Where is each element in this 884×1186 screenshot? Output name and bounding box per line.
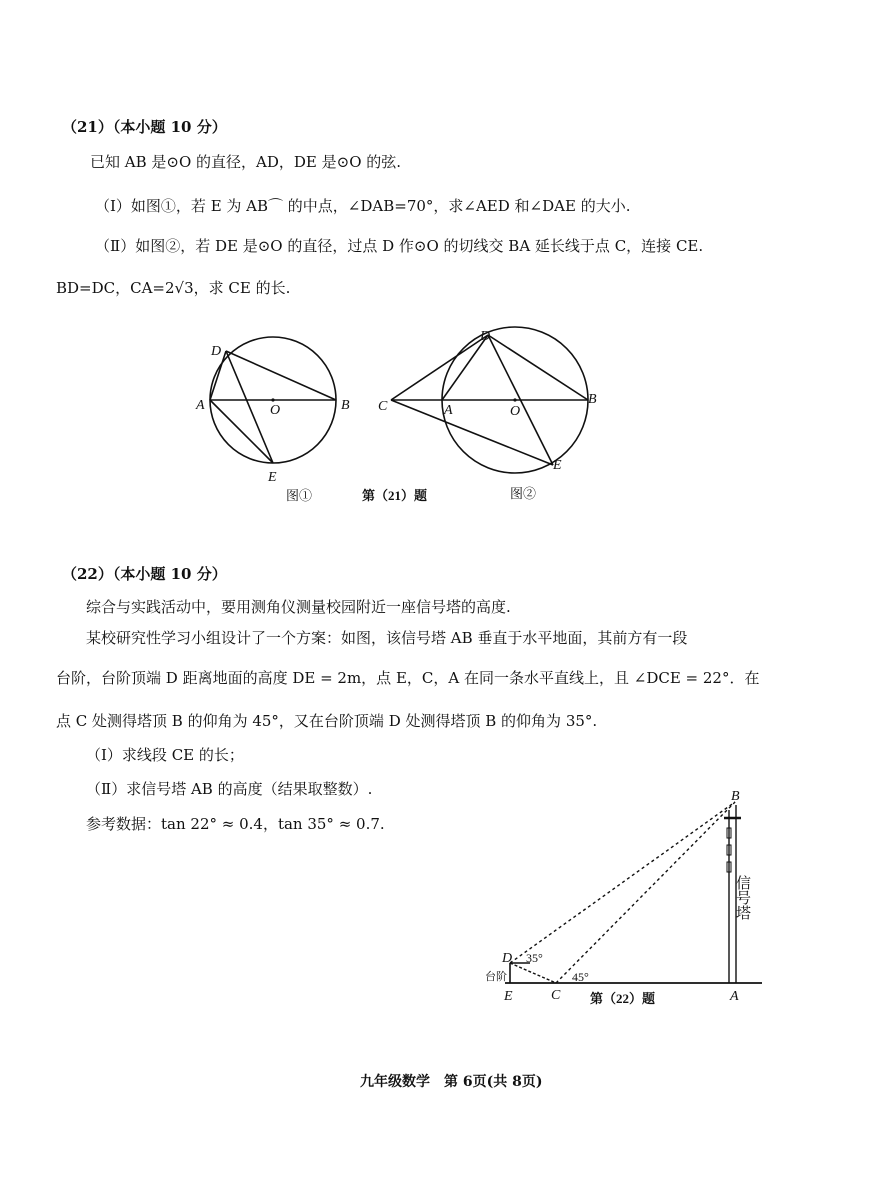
q22-header: （22）（本小题 10 分）	[62, 565, 227, 583]
label-o: O	[270, 403, 281, 418]
label-a: A	[196, 398, 205, 413]
label-c22: C	[551, 988, 561, 1003]
angle-d-label: 35°	[526, 951, 543, 965]
line-db	[488, 335, 588, 400]
q21-caption: 第（21）题	[362, 488, 428, 503]
figure-21-2	[391, 327, 588, 473]
label-a22: A	[730, 989, 739, 1004]
q22-part2: （Ⅱ）求信号塔 AB 的高度（结果取整数）.	[86, 780, 373, 798]
label-b2: B	[588, 392, 597, 407]
line-dc	[510, 963, 556, 983]
q21-part2: （Ⅱ）如图②，若 DE 是⊙O 的直径，过点 D 作⊙O 的切线交 BA 延长线于点 C，连接 CE.	[95, 237, 704, 255]
label-c2: C	[378, 399, 388, 414]
q21-part2-cont: BD=DC，CA=2√3，求 CE 的长.	[56, 279, 291, 297]
line-ce	[391, 400, 553, 465]
page-footer: 九年级数学 第 6页(共 8页)	[360, 1074, 543, 1090]
angle-c-label: 45°	[572, 970, 589, 984]
label-d2: D	[480, 329, 491, 344]
label-a2: A	[444, 403, 453, 418]
label-b: B	[341, 398, 350, 413]
q22-line3: 台阶，台阶顶端 D 距离地面的高度 DE = 2m，点 E，C，A 在同一条水平直线上，且 ∠DCE = 22°．在	[56, 669, 760, 687]
step-label: 台阶	[485, 971, 507, 983]
q22-reference: 参考数据：tan 22° ≈ 0.4，tan 35° ≈ 0.7.	[86, 815, 385, 833]
line-cd	[391, 335, 488, 400]
tower-label: 信号塔	[734, 875, 750, 920]
label-e: E	[268, 470, 277, 485]
fig2-caption: 图②	[510, 486, 537, 501]
q22-caption: 第（22）题	[590, 991, 656, 1006]
q22-line1: 综合与实践活动中，要用测角仪测量校园附近一座信号塔的高度.	[86, 598, 511, 616]
label-o2: O	[510, 404, 521, 419]
figure-22	[505, 802, 762, 983]
line-db	[510, 802, 735, 963]
label-d22: D	[502, 951, 513, 966]
line-ae	[210, 400, 273, 463]
q22-line4: 点 C 处测得塔顶 B 的仰角为 45°，又在台阶顶端 D 处测得塔顶 B 的仰角为 35°.	[56, 712, 598, 730]
q22-line2: 某校研究性学习小组设计了一个方案：如图，该信号塔 AB 垂直于水平地面，其前方有一段	[86, 629, 688, 647]
label-e22: E	[504, 989, 513, 1004]
q22-part1: （Ⅰ）求线段 CE 的长；	[86, 746, 244, 764]
q21-intro: 已知 AB 是⊙O 的直径，AD，DE 是⊙O 的弦.	[90, 153, 402, 171]
line-de	[226, 351, 273, 463]
label-e2: E	[553, 458, 562, 473]
line-cb	[556, 802, 735, 983]
q21-part1: （Ⅰ）如图①，若 E 为 AB⌒ 的中点，∠DAB=70°，求∠AED 和∠DAE 的大小.	[95, 197, 631, 215]
label-b22: B	[731, 789, 740, 804]
fig1-caption: 图①	[286, 488, 313, 503]
q21-header: （21）（本小题 10 分）	[62, 118, 227, 136]
label-d: D	[211, 344, 222, 359]
